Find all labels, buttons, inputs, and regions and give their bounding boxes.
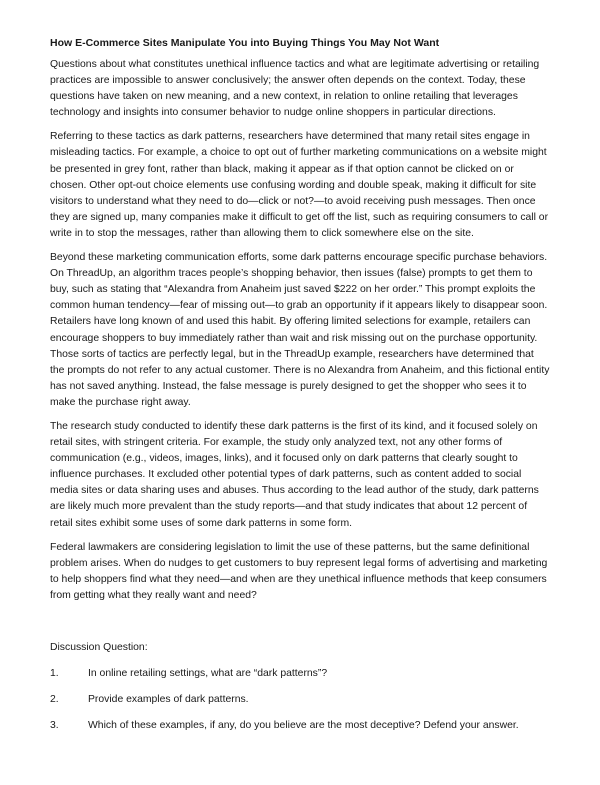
question-text: Provide examples of dark patterns.: [88, 694, 249, 705]
paragraph-research-study: The research study conducted to identify these dark patterns is the first of its kind, and it focused solely on retail sites, with stringent criteria. For example, the study only analyzed text, not any other forms of communication (e.g., videos, images, links), and it focused only on dark patterns that clearly sought to influence purchases. It excluded other potential types of dark patterns, such as content added to social media sites or data sharing uses and abuses. Thus according to the lead author of the study, dark patterns are likely much more prevalent than the study reports—and that study indicates that about 12 percent of retail sites exhibit some uses of some dark patterns in some form.: [50, 420, 539, 529]
question-number: 1.: [50, 668, 59, 679]
question-number: 3.: [50, 720, 59, 731]
discussion-question-3: [50, 718, 550, 734]
question-text: Which of these examples, if any, do you believe are the most deceptive? Defend your answer.: [88, 720, 519, 731]
paragraph-intro: Questions about what constitutes unethical influence tactics and what are legitimate advertising or retailing practices are impossible to answer conclusively; the answer often depends on the context. Today, these questions have taken on new meaning, and a new context, in relation to online retailing that leverages technology and insights into consumer behavior to nudge online shoppers in particular directions.: [50, 59, 540, 119]
paragraph-legislation: Federal lawmakers are considering legislation to limit the use of these patterns, but the same definitional problem arises. When do nudges to get customers to buy represent legal forms of advertising and marketing to help shoppers find what they need—and when are they unethical influence methods that keep consumers from getting what they really want and need?: [50, 541, 548, 601]
paragraph-dark-patterns-definition: Referring to these tactics as dark patterns, researchers have determined that many retail sites engage in misleading tactics. For example, a choice to opt out of further marketing communications on a website might be presented in grey font, rather than black, making it appear as if that option cannot be clicked on or chosen. Other opt-out choice elements use confusing wording and double speak, making it difficult for site visitors to understand what they need to do—click or not?—to avoid receiving push messages. Then once they are signed up, many companies make it difficult to get off the list, such as requiring consumers to call or write in to stop the messages, rather than allowing them to click somewhere else on the site.: [50, 131, 549, 239]
document-page: [50, 36, 550, 744]
discussion-question-1: [50, 666, 550, 682]
document-title: How E-Commerce Sites Manipulate You into Buying Things You May Not Want: [50, 37, 440, 49]
question-text: In online retailing settings, what are “dark patterns”?: [88, 668, 328, 679]
discussion-question-2: [50, 692, 550, 708]
question-number: 2.: [50, 694, 59, 705]
paragraph-purchase-behaviors: Beyond these marketing communication efforts, some dark patterns encourage specific purchase behaviors. On ThreadUp, an algorithm traces people’s shopping behavior, then issues (false) prompts to get them to buy, such as stating that “Alexandra from Anaheim just saved $222 on her order.” This prompt exploits the common human tendency—fear of missing out—to grab an opportunity if it appears likely to disappear soon. Retailers have long known of and used this habit. By offering limited selections for example, retailers can encourage shoppers to buy immediately rather than wait and risk missing out on the purchase opportunity. Those sorts of tactics are perfectly legal, but in the ThreadUp example, researchers have determined that the prompts do not refer to any actual customer. There is no Alexandra from Anaheim, and this fictional entity has not saved anything. Instead, the false message is purely designed to get the shopper who sees it to make the purchase right away.: [50, 252, 550, 408]
discussion-heading: Discussion Question:: [50, 642, 148, 653]
